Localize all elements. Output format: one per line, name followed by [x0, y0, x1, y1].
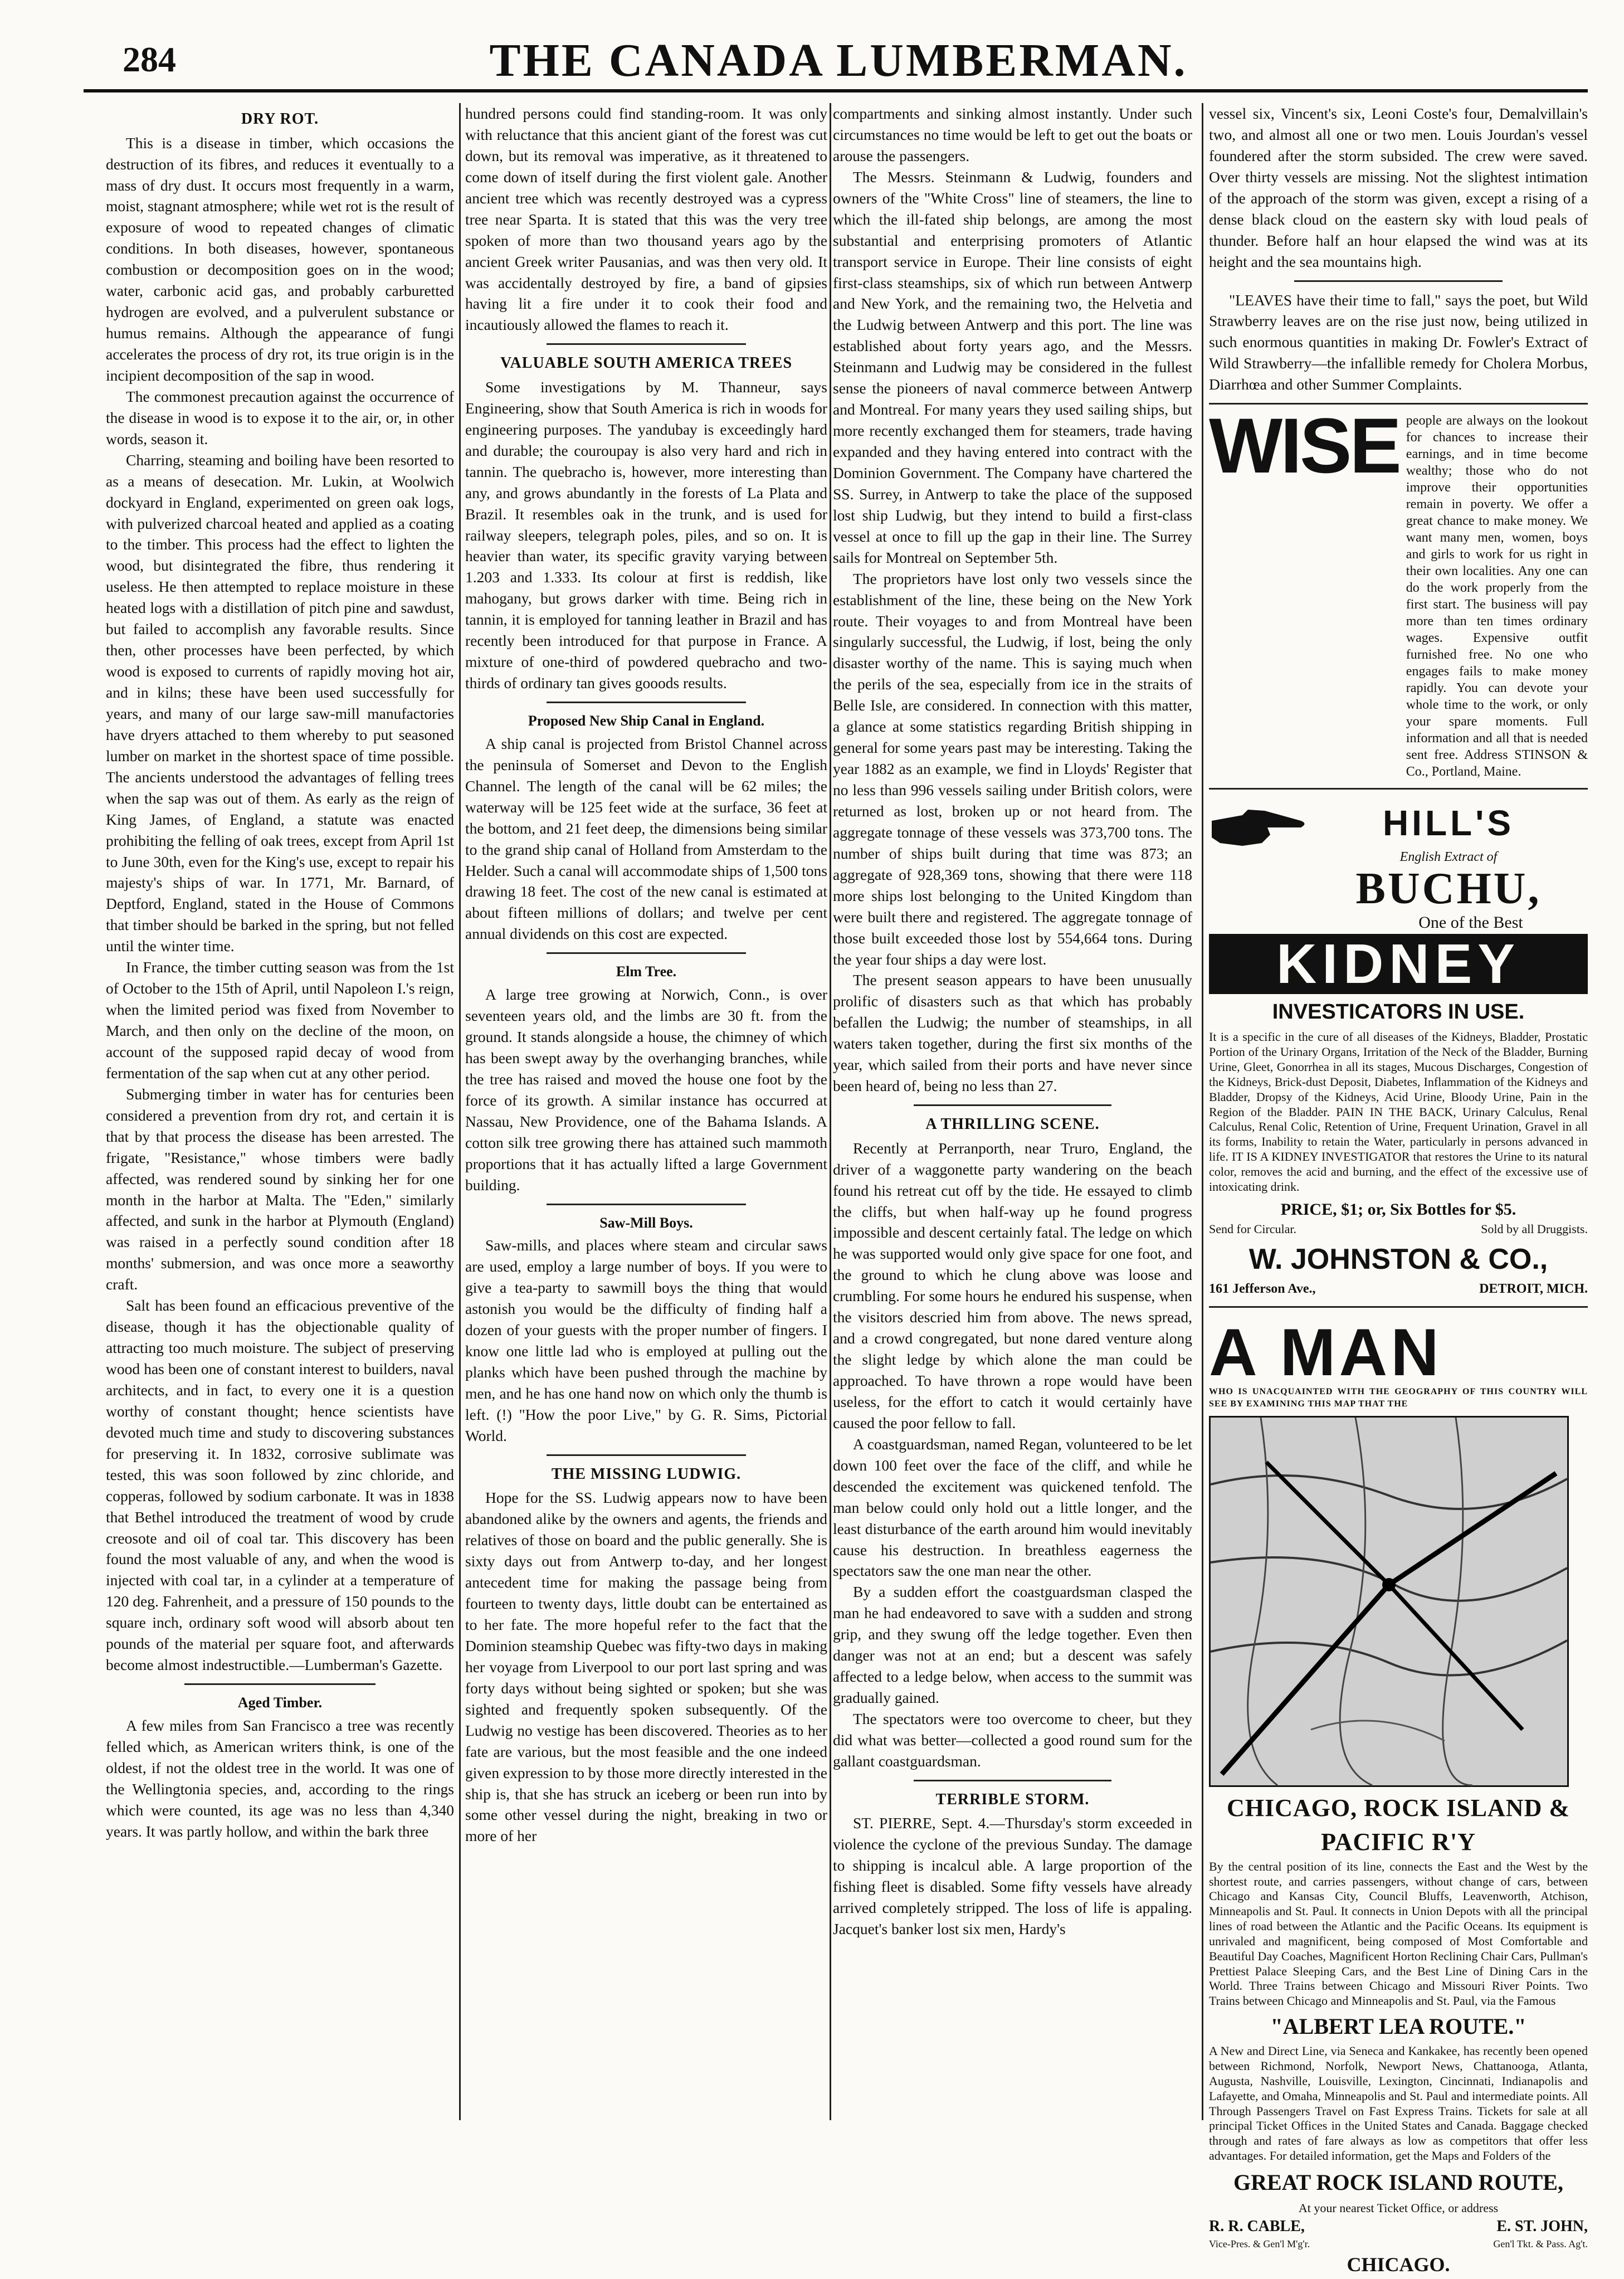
- nearest-office-line: At your nearest Ticket Office, or address: [1298, 2201, 1499, 2215]
- paragraph: In France, the timber cutting season was from the 1st of October to the 15th of April, until Napoleon I.'s reign, when the limited period was fixed from November to March, and then only on the decline of the moon, on account of the supposed rapid decay of wood from fermentation of the sap when cut at any other period.: [106, 958, 454, 1082]
- paragraph: This is a disease in timber, which occasions the destruction of its fibres, and reduces it eventually to a mass of dry dust. It occurs most frequently in a warm, moist, stagnant atmosphere; while wet rot is the result of exposure of wood to repeated changes of climatic conditions. In both diseases, however, spontaneous combustion or decomposition goes on in the wood; water, carbonic acid gas, and probably carburetted hydrogen are evolved, and a pulverulent substance or humus remains. Although the appearance of fungi accelerates the process of dry rot, its true origin is in the incipient decomposition of the sap in wood.: [106, 134, 454, 384]
- map-illustration: [1211, 1418, 1567, 1785]
- separator: [547, 1204, 746, 1205]
- hills-buchu-advertisement: [1209, 798, 1588, 1298]
- column-4: [1209, 103, 1588, 2276]
- separator: [1209, 1306, 1588, 1308]
- paragraph: A large tree growing at Norwich, Conn., is over seventeen years old, and the limbs are 30 ft. from the ground. It stands alongside a house, the chimney of which has been swept away by the overhanging branches, while the tree has raised and moved the house one foot by the force of its growth. A similar instance has occurred at Nassau, New Providence, one of the Bahama Islands. A cotton silk tree growing there has attained such mammoth proportions that it has actually lifted a large Government building.: [465, 986, 827, 1194]
- cable-name: R. R. CABLE,: [1209, 2217, 1305, 2235]
- a-man-headline: A MAN: [1209, 1315, 1442, 1390]
- wise-advertisement: [1209, 402, 1588, 780]
- separator: [1209, 788, 1588, 790]
- circular-line: [1209, 1221, 1588, 1238]
- column-divider: [830, 103, 831, 2120]
- article-heading-dry-rot: DRY ROT.: [241, 110, 319, 128]
- officers-names: [1209, 2216, 1588, 2238]
- paragraph-leaves-ad: "LEAVES have their time to fall," says the poet, but Wild Strawberry leaves are on the rise just now, being utilized in such enormous quantities in making Dr. Fowler's Extract of Wild Strawberry—the infallible remedy for Cholera Morbus, Diarrhœa and other Summer Complaints.: [1209, 291, 1588, 393]
- st-john-title: Gen'l Tkt. & Pass. Ag't.: [1493, 2238, 1588, 2250]
- paragraph: By a sudden effort the coastguardsman clasped the man he had endeavored to save with a sudden and strong grip, and they swung off the ledge together. Even then danger was not at an end; but a descent was safely affected to a ledge below, when access to the summit was gradually gained.: [833, 1583, 1192, 1707]
- hills-ad-text: It is a specific in the cure of all diseases of the Kidneys, Bladder, Prostatic Portion of the Urinary Organs, Irritation of the Neck of the Bladder, Burning Urine, Gleet, Gonorrhea in all its stages, Mucous Discharges, Congestion of the Kidneys, Brick-dust Deposit, Diabetes, Inflammation of the Kidneys and Bladder, Dropsy of the Kidneys, Acid Urine, Bloody Urine, Pain in the Region of the Bladder. PAIN IN THE BACK, Urinary Calculus, Renal Calculus, Renal Colic, Retention of Urine, Frequent Urination, Gravel in all its forms, Inability to retain the Water, particularly in persons advanced in life. IT IS A KIDNEY INVESTIGATOR that restores the Urine to its natural color, removes the acid and burning, and the effect of the excessive use of intoxicating drink.: [1209, 1030, 1588, 1194]
- article-heading-ship-canal: Proposed New Ship Canal in England.: [528, 713, 765, 729]
- article-heading-terrible-storm: TERRIBLE STORM.: [935, 1790, 1090, 1808]
- article-heading-saw-mill-boys: Saw-Mill Boys.: [599, 1214, 693, 1231]
- page-number: 284: [123, 40, 176, 79]
- albert-lea-route: "ALBERT LEA ROUTE.": [1270, 2014, 1527, 2039]
- city-address: DETROIT, MICH.: [1479, 1282, 1588, 1297]
- separator: [1294, 280, 1503, 282]
- pointing-hand-icon: [1209, 804, 1309, 854]
- buchu-title: BUCHU,: [1355, 864, 1542, 913]
- paragraph: Saw-mills, and places where steam and circular saws are used, employ a large number of boys. If you were to give a tea-party to sawmill boys the thing that would astonish you would be the difficulty of finding half a dozen of your guests with the proper number of fingers. I know one little lad who is employed at pulling out the planks which have been pushed through the machine by men, and he has one hand now on which only the thumb is left. (!) "How the poor Live," by G. R. Sims, Pictorial World.: [465, 1236, 827, 1444]
- separator: [547, 702, 746, 703]
- paragraph: The spectators were too overcome to cheer, but they did what was better—collected a good round sum for the gallant coastguardsman.: [833, 1710, 1192, 1770]
- price-line: PRICE, $1; or, Six Bottles for $5.: [1280, 1200, 1516, 1219]
- paragraph: vessel six, Vincent's six, Leoni Coste's four, Demalvillain's two, and almost all one or two men. Louis Jourdan's vessel foundered after the storm subsided. The crew were saved. Over thirty vessels are missing. Not the slightest intimation of the approach of the storm was given, except a rising of a dense black cloud on the eastern sky with loud peals of thunder. Before half an hour elapsed the wind was at its height and the sea mountains high.: [1209, 105, 1588, 270]
- article-heading-valuable-trees: VALUABLE SOUTH AMERICA TREES: [500, 354, 793, 372]
- article-heading-thrilling-scene: A THRILLING SCENE.: [925, 1116, 1100, 1133]
- paragraph: hundred persons could find standing-room. It was only with reluctance that this ancient giant of the forest was cut down, but its removal was imperative, as it threatened to come down of itself during the first violent gale. Another ancient tree which was recently destroyed was a cypress tree near Sparta. It is stated that this was the very tree spoken of more than two thousand years ago by the ancient Greek writer Pausanias, and was then very old. It was accidentally destroyed by fire, a band of gipsies having lit a fire under it to cook their food and incautiously allowed the flames to reach it.: [465, 105, 827, 334]
- article-heading-missing-ludwig: THE MISSING LUDWIG.: [551, 1465, 742, 1483]
- street-address: 161 Jefferson Ave.,: [1209, 1282, 1316, 1297]
- a-man-subtitle: WHO IS UNACQUAINTED WITH THE GEOGRAPHY OF THIS COUNTRY WILL SEE BY EXAMINING THIS MAP THAT THE: [1209, 1387, 1588, 1409]
- separator: [547, 952, 746, 954]
- railway-ad-text: By the central position of its line, connects the East and the West by the shortest route, and carries passengers, without change of cars, between Chicago and Kansas City, Council Bluffs, Leavenworth, Atchison, Minneapolis and St. Paul. It connects in Union Depots with all the principal lines of road between the Atlantic and the Pacific Oceans. Its equipment is unrivaled and magnificent, being composed of Most Comfortable and Beautiful Day Coaches, Magnificent Horton Reclining Chair Cars, Pullman's Prettiest Palace Sleeping Cars, and the Best Line of Dining Cars in the World. Three Trains between Chicago and Missouri River Points. Two Trains between Chicago and Minneapolis and St. Paul, via the Famous: [1209, 1859, 1588, 2008]
- article-heading-aged-timber: Aged Timber.: [237, 1694, 323, 1711]
- separator: [547, 343, 746, 345]
- paragraph: Salt has been found an efficacious preventive of the disease, though it has the objectionable quality of attracting too much moisture. The subject of preserving wood has been one of constant interest to builders, naval architects, and in fact, to every one it is a question worthy of constant thought; hence scientists have devoted much time and study to discovering substances for preserving it. In 1832, corrosive sublimate was tested, this was soon followed by zinc chloride, and copperas, followed by sodium carbonate. It was in 1838 that Bethel introduced the treatment of wood by crude creosote and oil of coal tar. This discovery has been found the most valuable of any, and when the wood is injected with coal tar, in a cylinder at a temperature of 120 deg. Fahrenheit, and a pressure of 150 pounds to the square inch, ordinary soft wood will absorb about ten pounds of the material per square foot, and afterwards become almost indestructible.—Lumberman's Gazette.: [106, 1297, 454, 1674]
- paper-title: THE CANADA LUMBERMAN.: [489, 35, 1188, 86]
- paragraph: Recently at Perranporth, near Truro, England, the driver of a waggonette party wandering on the beach found his retreat cut off by the tide. He essayed to climb the cliffs, but when half-way up he found progress impossible and descent certainly fatal. The ledge on which he was supported would only give space for one foot, and the ground to which he clung above was loose and crumbling. For some hours he endured his suspense, when the visitors descried him from above. The news spread, and a crowd congregated, but none dared venture along the slight ledge by which alone the man could be approached. To have thrown a rope would have been useless, for the effort to catch it would certainly have caused the poor fellow to fall.: [833, 1139, 1192, 1431]
- paragraph: Submerging timber in water has for centuries been considered a prevention from dry rot, and certain it is that by that process the disease has been arrested. The frigate, "Resistance," whose timbers were badly affected, was rendered sound by sinking her for one month in the harbor at Malta. The "Eden," similarly affected, and sunk in the harbor at Plymouth (England) was raised in a perfectly sound condition after 18 months' submersion, and was once more a seaworthy craft.: [106, 1085, 454, 1293]
- investigators-label: INVESTICATORS IN USE.: [1272, 1000, 1525, 1024]
- paragraph: The present season appears to have been unusually prolific of disasters such as that which has probably befallen the Ludwig; the number of steamships, in all waters taken together, during the first six months of the year, which sailed from their ports and have never since been heard of, being no less than 27.: [833, 971, 1192, 1095]
- kidney-banner: KIDNEY: [1209, 934, 1588, 994]
- paragraph: A few miles from San Francisco a tree was recently felled which, as American writers think, is one of the oldest, if not the oldest tree in the world. It was one of the Wellingtonia species, and, according to the rings which were counted, its age was no less than 4,340 years. It was partly hollow, and within the bark three: [106, 1716, 454, 1840]
- paragraph: The proprietors have lost only two vessels since the establishment of the line, these being on the New York route. Their voyages to and from Montreal have been singularly successful, the Ludwig, if lost, being the only disaster worthy of the name. This is saying much when the perils of the sea, especially from ice in the straits of Belle Isle, are considered. In connection with this matter, a glance at some statistics regarding British shipping in general for some years past may be interesting. Taking the year 1882 as an example, we find in Lloyds' Register that no less than 996 vessels sailing under British colors, were returned as lost, broken up or not heard from. The aggregate tonnage of these vessels was 373,700 tons. The number of ships built during that time was 873; an aggregate of 928,369 tons, showing that there were 118 more ships lost belonging to the United Kingdom than were built there and registered. The aggregate tonnage of those built exceeded those lost by 554,664 tons. During the year four ships a day were lost.: [833, 569, 1192, 968]
- separator: [184, 1683, 376, 1685]
- column-3: [833, 103, 1192, 2120]
- masthead: [84, 33, 1593, 95]
- st-john-name: E. ST. JOHN,: [1496, 2217, 1588, 2235]
- separator: [914, 1104, 1111, 1106]
- separator: [547, 1454, 746, 1456]
- paragraph: The commonest precaution against the occurrence of the disease in wood is to expose it to the air, or, in other words, season it.: [106, 387, 454, 447]
- sold-by-label: Sold by all Druggists.: [1481, 1221, 1588, 1236]
- great-rock-island-route: GREAT ROCK ISLAND ROUTE,: [1233, 2169, 1563, 2195]
- masthead-rule: [84, 89, 1588, 92]
- wise-ad-text: people are always on the lookout for chances to increase their earnings, and in time become wealthy; those who do not improve their opportunities remain in poverty. We offer a great chance to make money. We want many men, women, boys and girls to work for us right in their own localities. Any one can do the work properly from the first start. The business will pay more than ten times ordinary wages. Expensive outfit furnished free. No one who engages fails to make money rapidly. You can devote your whole time to the work, or only your spare moments. Full information and all that is needed sent free. Address STINSON & Co., Portland, Maine.: [1406, 413, 1588, 780]
- hills-title: HILL'S: [1382, 803, 1515, 844]
- one-of-best-label: One of the Best: [1418, 913, 1523, 932]
- cable-title: Vice-Pres. & Gen'l M'g'r.: [1209, 2238, 1310, 2250]
- paragraph: A coastguardsman, named Regan, volunteered to be let down 100 feet over the face of the cliff, and while he descended the excitement was quickened tenfold. The man below could only hold out a little longer, and the least disturbance of the earth around him would inevitably cause his destruction. In breathless eagerness the spectators saw the one man near the other.: [833, 1435, 1192, 1580]
- english-extract-label: English Extract of: [1399, 849, 1498, 864]
- separator: [914, 1780, 1111, 1781]
- officers-titles: [1209, 2237, 1588, 2251]
- column-divider: [1202, 103, 1203, 2120]
- chicago-label: CHICAGO.: [1347, 2253, 1450, 2276]
- paragraph: A ship canal is projected from Bristol Channel across the peninsula of Somerset and Devon to the English Channel. The length of the canal will be 62 miles; the waterway will be 125 feet wide at the surface, 36 feet at the bottom, and 21 feet deep, the dimensions being similar to the grand ship canal of Holland from Amsterdam to the Helder. Such a canal will accommodate ships of 1,500 tons drawing 18 feet. The cost of the new canal is estimated at about fifteen millions of dollars; and twelve per cent annual dividends on this cost are expected.: [465, 734, 827, 943]
- johnston-address: [1209, 1280, 1588, 1298]
- article-heading-elm-tree: Elm Tree.: [616, 963, 677, 980]
- paragraph: Charring, steaming and boiling have been resorted to as a means of desecation. Mr. Lukin, at Woolwich dockyard in England, experimented on green oak logs, with pulverized charcoal heated and applied as a coating to the timber. This process had the effect to lighten the wood, but disintegrated the fibre, thus rendering it useless. He then attempted to replace moisture in these heated logs with a distillation of pitch pine and sawdust, but failed to accomplish any favorable results. Since then, other processes have been perfected, by which wood is exposed to currents of rapidly moving hot air, and in kilns; these have been used successfully for years, and many of our large saw-mill manufactories have dryers attached to them whereby to put seasoned lumber on market in the shortest space of time possible. The ancients understood the advantages of felling trees when the sap was out of them. As early as the reign of King James, of England, a statute was enacted prohibiting the felling of oak trees, except from April 1st to June 30th, even for the King's use, except to repair his majesty's ships of war. In 1771, Mr. Barnard, of Deptford, England, stated in the House of Commons that timber should be barked in the spring, but not felled until the winter time.: [106, 451, 454, 955]
- paragraph: Hope for the SS. Ludwig appears now to have been abandoned alike by the owners and agents, the friends and relatives of those on board and the public generally. She is sixty days out from Antwerp to-day, and her longest antecedent time for making the passage being from fourteen to twenty days, little doubt can be entertained as to her fate. The more hopeful refer to the fact that the Dominion steamship Quebec was fifty-two days in making her voyage from Liverpool to our port last spring and was forty days without being sighted or spoken; but she was sighted and frequently spoken subsequently. Of the Ludwig no vestige has been discovered. Theories as to her fate are various, but the most feasible and the one indeed given expression to by those more directly interested in the ship is, that she has struck an iceberg or been run into by some other vessel during the night, breaking in two or more of her: [465, 1489, 827, 1845]
- column-divider: [459, 103, 461, 2120]
- paragraph: compartments and sinking almost instantly. Under such circumstances no time would be left to get out the boats or arouse the passengers.: [833, 105, 1192, 164]
- column-2: [465, 103, 827, 2120]
- column-1: [106, 103, 454, 2120]
- send-circular-label: Send for Circular.: [1209, 1221, 1297, 1236]
- railway-name: CHICAGO, ROCK ISLAND & PACIFIC R'Y: [1226, 1794, 1571, 1856]
- railroad-map-image: [1209, 1416, 1569, 1787]
- johnston-company: W. JOHNSTON & CO.,: [1249, 1243, 1548, 1276]
- rock-island-advertisement: [1209, 1315, 1588, 2279]
- paragraph: Some investigations by M. Thanneur, says Engineering, show that South America is rich in woods for engineering purposes. The yandubay is exceedingly hard and durable; the couroupay is also very hard and rich in tannin. The quebracho is, however, more interesting than any, and grows abundantly in the forests of La Plata and Brazil. It resembles oak in the trunk, and is used for railway sleepers, telegraph poles, piles, and so on. It is heavier than water, its specific gravity varying between 1.203 and 1.333. Its colour at first is reddish, like mahogany, but grows darker with time. Being rich in tannin, it is employed for tanning leather in Brazil and has recently been introduced for that purpose in France. A mixture of one-third of powdered quebracho and two-thirds of ordinary tan gives gooods results.: [465, 378, 827, 692]
- wise-headline: WISE: [1209, 402, 1399, 490]
- paragraph: ST. PIERRE, Sept. 4.—Thursday's storm exceeded in violence the cyclone of the previous Sunday. The damage to shipping is incalcul able. A large proportion of the fishing fleet is disabled. Some fifty vessels have already arrived completely stripped. The loss of life is appaling. Jacquet's banker lost six men, Hardy's: [833, 1814, 1192, 1938]
- albert-lea-text: A New and Direct Line, via Seneca and Kankakee, has recently been opened between Richmond, Norfolk, Newport News, Chattanooga, Atlanta, Augusta, Nashville, Louisville, Lexington, Cincinnati, Indianapolis and Lafayette, and Omaha, Minneapolis and St. Paul and intermediate points. All Through Passengers Travel on Fast Express Trains. Tickets for sale at all principal Ticket Offices in the United States and Canada. Baggage checked through and rates of fare always as low as competitors that offer less advantages. For detailed information, get the Maps and Folders of the: [1209, 2044, 1588, 2163]
- paragraph: The Messrs. Steinmann & Ludwig, founders and owners of the "White Cross" line of steamers, the line to which the ill-fated ship belongs, are among the most substantial and enterprising promoters of Atlantic transport service in Europe. Their line consists of eight first-class steamships, six of which run between Antwerp and New York, and the remaining two, the Helvetia and the Ludwig between Antwerp and this port. The line was established about forty years ago, and the Messrs. Steinmann and Ludwig may be considered in the fullest sense the pioneers of naval commerce between Antwerp and Montreal. For many years they used sailing ships, but more recently exchanged them for steamers, trade having expanded and they having entered into contract with the Dominion Government. The Company have chartered the SS. Surrey, in Antwerp to take the place of the supposed lost ship Ludwig, but they intend to build a first-class vessel at once to fill up the gap in their line. The Surrey sails for Montreal on September 5th.: [833, 168, 1192, 566]
